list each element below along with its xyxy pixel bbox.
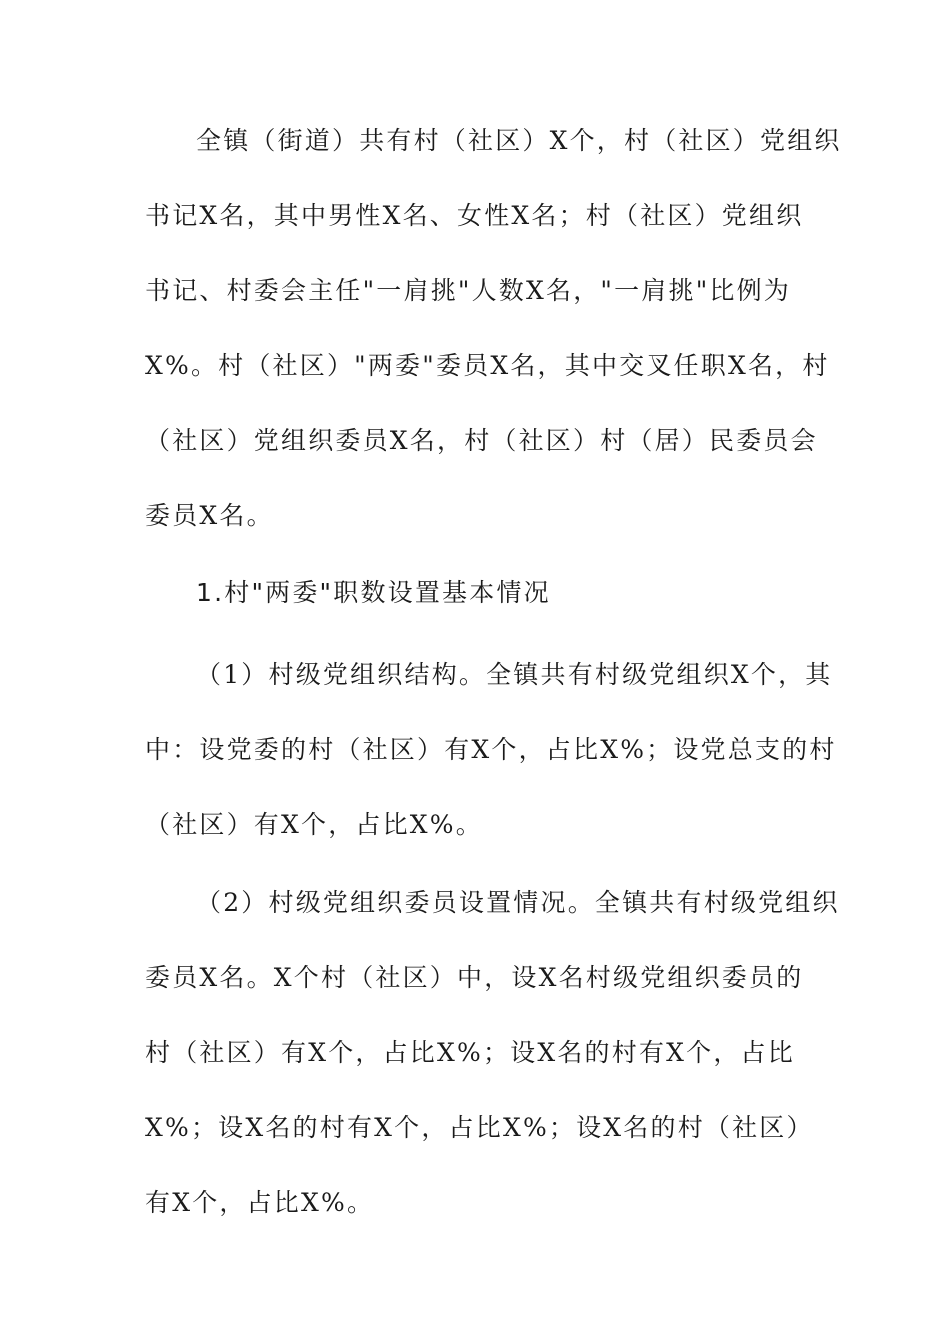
- paragraph-3-line-5: 有X个，占比X%。: [145, 1188, 375, 1217]
- paragraph-1-line-5: （社区）党组织委员X名，村（社区）村（居）民委员会: [145, 426, 818, 455]
- paragraph-3-line-1: （2）村级党组织委员设置情况。全镇共有村级党组织: [196, 888, 840, 917]
- paragraph-1-line-6: 委员X名。: [145, 501, 274, 530]
- paragraph-1-line-2: 书记X名，其中男性X名、女性X名；村（社区）党组织: [145, 201, 804, 230]
- paragraph-1-line-1: 全镇（街道）共有村（社区）X个，村（社区）党组织: [196, 126, 842, 155]
- paragraph-3-line-3: 村（社区）有X个，占比X%；设X名的村有X个，占比: [145, 1038, 795, 1067]
- paragraph-2-line-2: 中：设党委的村（社区）有X个，占比X%；设党总支的村: [145, 735, 837, 764]
- paragraph-1-line-3: 书记、村委会主任"一肩挑"人数X名，"一肩挑"比例为: [145, 276, 791, 305]
- section-heading: 1.村"两委"职数设置基本情况: [196, 578, 551, 607]
- paragraph-2-line-3: （社区）有X个，占比X%。: [145, 810, 483, 839]
- paragraph-1-line-4: X%。村（社区）"两委"委员X名，其中交叉任职X名，村: [145, 351, 830, 380]
- paragraph-3-line-4: X%；设X名的村有X个，占比X%；设X名的村（社区）: [145, 1113, 814, 1142]
- paragraph-2-line-1: （1）村级党组织结构。全镇共有村级党组织X个，其: [196, 660, 833, 689]
- paragraph-3-line-2: 委员X名。X个村（社区）中，设X名村级党组织委员的: [145, 963, 804, 992]
